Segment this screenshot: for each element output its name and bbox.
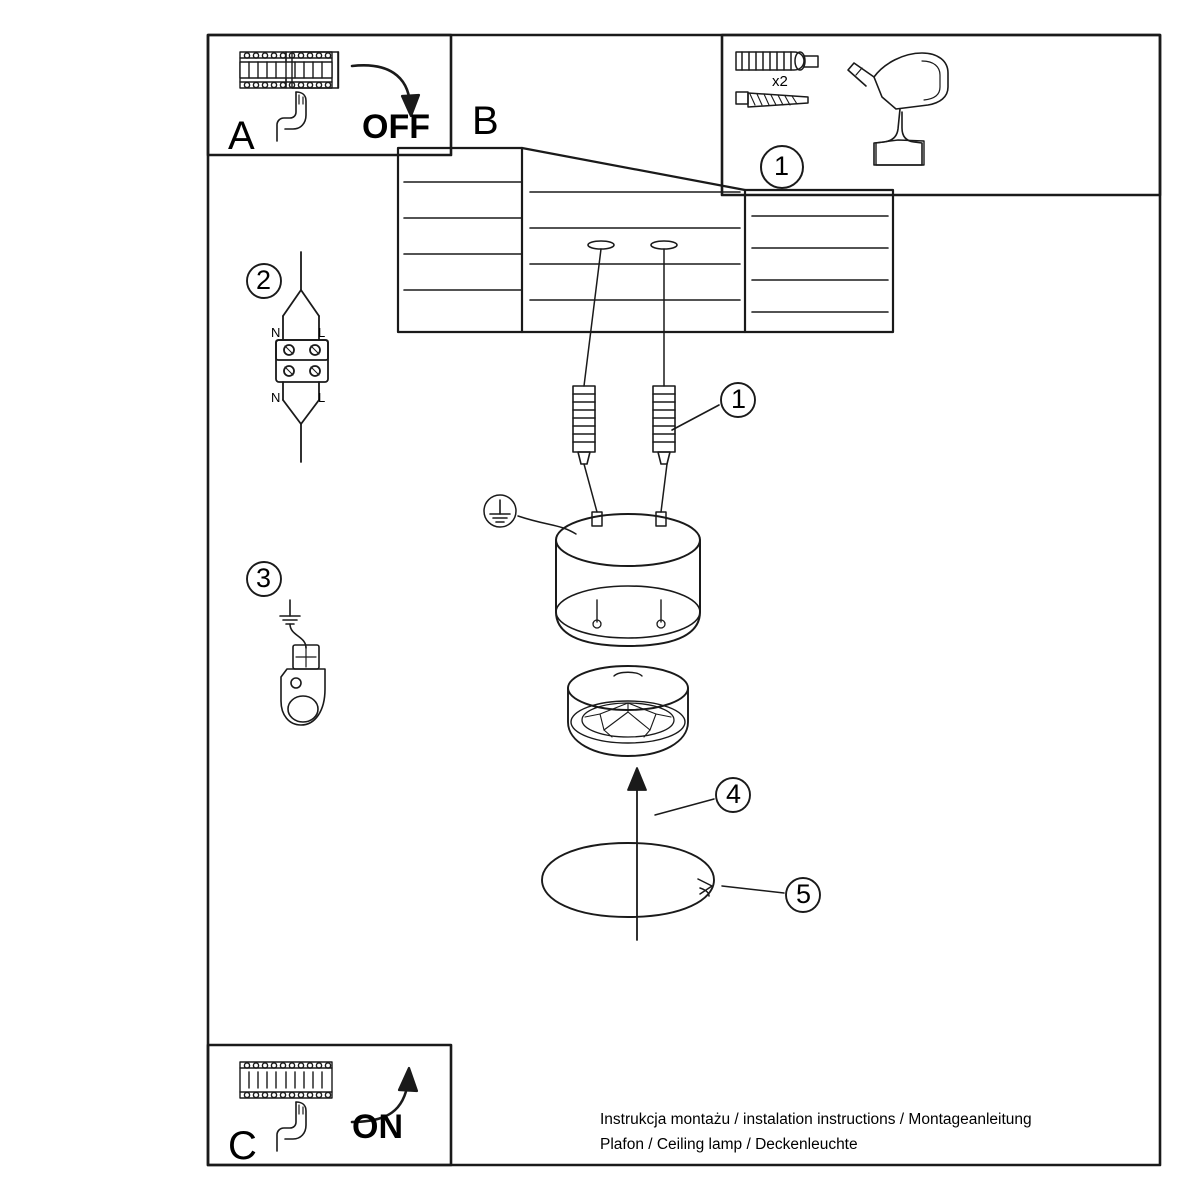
step-number-3: 3 bbox=[256, 563, 272, 593]
panel-a-action-label: OFF bbox=[362, 108, 430, 146]
parts-step-number: 1 bbox=[774, 151, 790, 181]
terminal-label-n-top: N bbox=[271, 325, 281, 340]
footer-line-1: Instrukcja montażu / instalation instructions / Montageanleitung bbox=[600, 1111, 1032, 1128]
panel-b-label: B bbox=[472, 99, 499, 143]
panel-c-action-label: ON bbox=[352, 1108, 403, 1146]
callout-number-5: 5 bbox=[796, 879, 812, 909]
panel-c-label: C bbox=[228, 1124, 257, 1168]
callout-number-4: 4 bbox=[726, 779, 742, 809]
terminal-label-n-bottom: N bbox=[271, 390, 281, 405]
terminal-label-l-top: L bbox=[318, 325, 326, 340]
parts-quantity-label: x2 bbox=[772, 73, 788, 90]
panel-a-label: A bbox=[228, 114, 255, 158]
footer-line-2: Plafon / Ceiling lamp / Deckenleuchte bbox=[600, 1136, 858, 1153]
callout-number-1: 1 bbox=[731, 384, 747, 414]
step-number-2: 2 bbox=[256, 265, 272, 295]
terminal-label-l-bottom: L bbox=[318, 390, 326, 405]
